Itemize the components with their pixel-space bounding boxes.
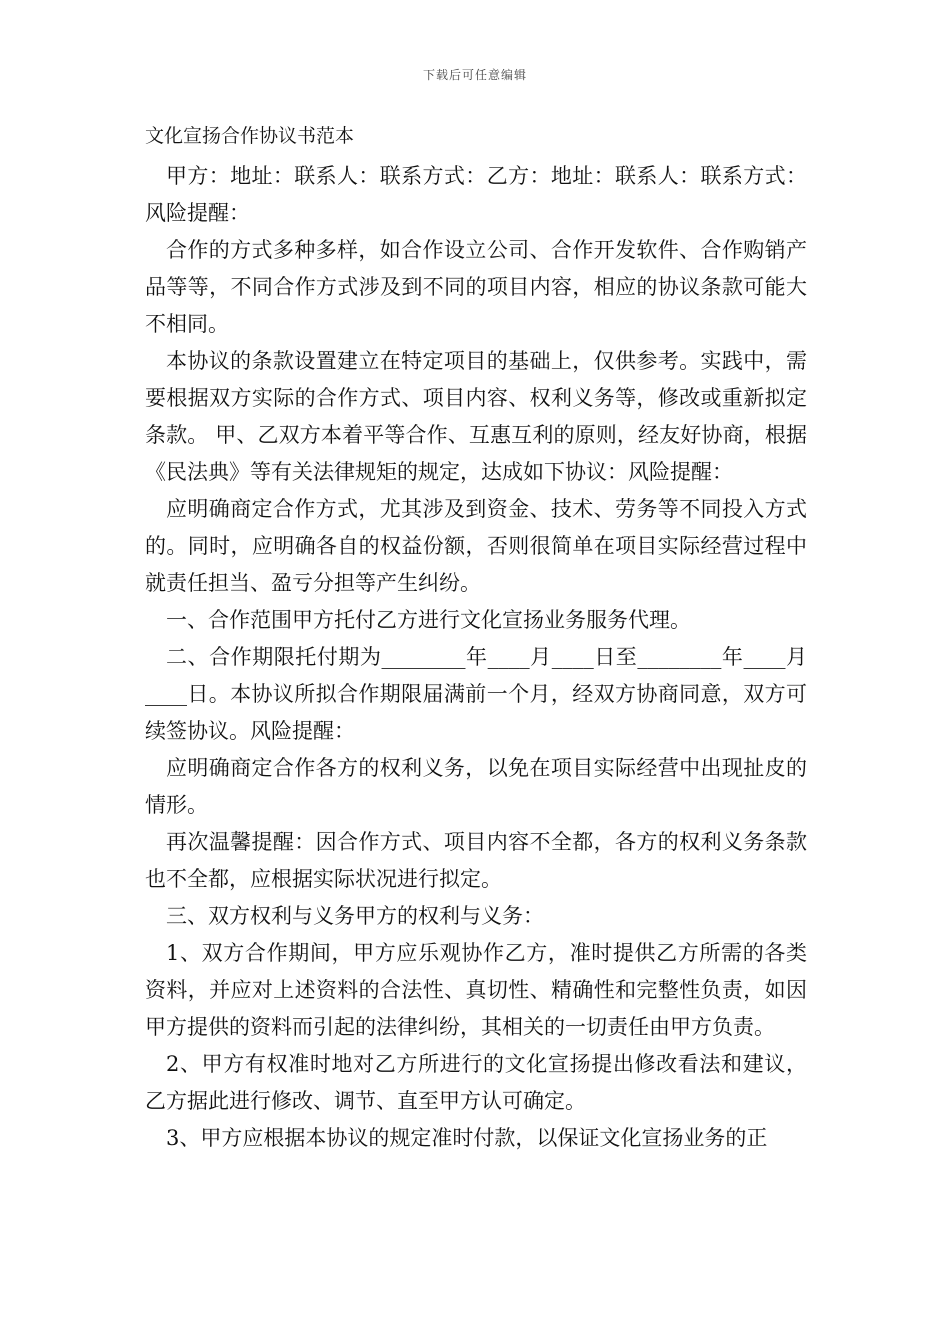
paragraph-term: 二、合作期限托付期为________年____月____日至________年____月____日。本协议所拟合作期限届满前一个月，经双方协商同意，双方可续签协议。风险提醒： xyxy=(145,645,807,743)
paragraph-clause-2: 2、甲方有权准时地对乙方所进行的文化宣扬提出修改看法和建议，乙方据此进行修改、调节、直至甲方认可确定。 xyxy=(145,1052,807,1113)
paragraph-terms-basis: 本协议的条款设置建立在特定项目的基础上，仅供参考。实践中，需要根据双方实际的合作方式、项目内容、权利义务等，修改或重新拟定条款。 甲、乙双方本着平等合作、互惠互利的原则，经友好协商，根据《民法典》等有关法律规矩的规定，达成如下协议：风险提醒： xyxy=(145,349,807,484)
paragraph-rights-heading: 三、双方权利与义务甲方的权利与义务： xyxy=(166,904,544,928)
paragraph-risk-note-1: 应明确商定合作方式，尤其涉及到资金、技术、劳务等不同投入方式的。同时，应明确各自的权益份额，否则很简单在项目实际经营过程中就责任担当、盈亏分担等产生纠纷。 xyxy=(145,497,807,595)
paragraph-risk-note-2: 应明确商定合作各方的权利义务，以免在项目实际经营中出现扯皮的情形。 xyxy=(145,756,807,817)
document-title: 文化宣扬合作协议书范本 xyxy=(145,125,355,147)
document-body xyxy=(145,120,807,1157)
paragraph-scope: 一、合作范围甲方托付乙方进行文化宣扬业务服务代理。 xyxy=(166,608,691,632)
paragraph-parties: 甲方：地址：联系人：联系方式：乙方：地址：联系人：联系方式：风险提醒： xyxy=(145,164,807,225)
paragraph-clause-3: 3、甲方应根据本协议的规定准时付款，以保证文化宣扬业务的正 xyxy=(166,1126,768,1150)
paragraph-clause-1: 1、双方合作期间，甲方应乐观协作乙方，准时提供乙方所需的各类资料，并应对上述资料的合法性、真切性、精确性和完整性负责，如因甲方提供的资料而引起的法律纠纷，其相关的一切责任由甲方负责。 xyxy=(145,941,807,1039)
page-header: 下载后可任意编辑 xyxy=(422,68,527,82)
paragraph-cooperation-modes: 合作的方式多种多样，如合作设立公司、合作开发软件、合作购销产品等等，不同合作方式涉及到不同的项目内容，相应的协议条款可能大不相同。 xyxy=(145,238,807,336)
paragraph-reminder: 再次温馨提醒：因合作方式、项目内容不全都，各方的权利义务条款也不全都，应根据实际状况进行拟定。 xyxy=(145,830,807,891)
